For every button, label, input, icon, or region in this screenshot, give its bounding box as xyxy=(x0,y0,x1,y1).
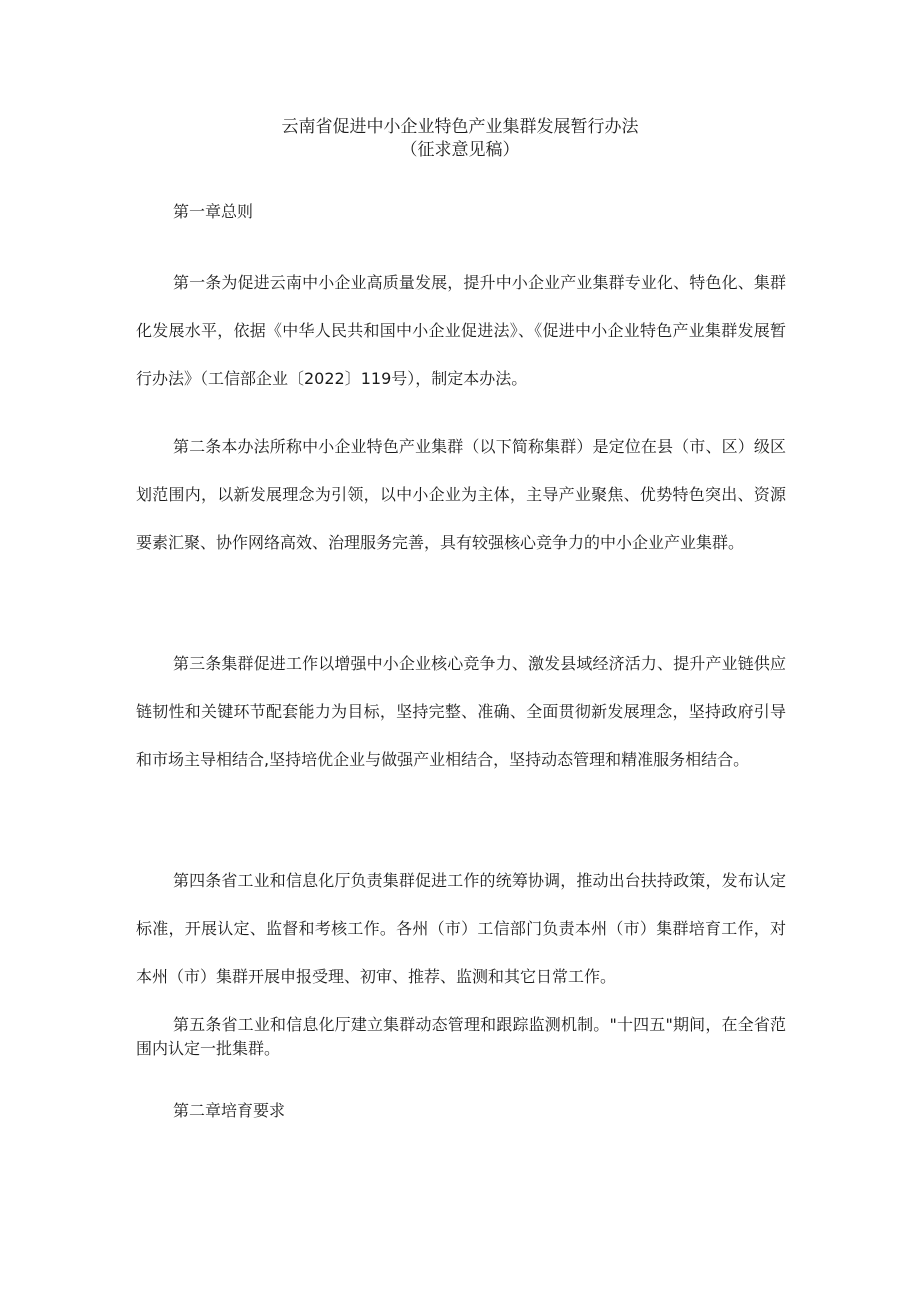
article-5: 第五条省工业和信息化厅建立集群动态管理和跟踪监测机制。"十四五"期间，在全省范围内认定一批集群。 xyxy=(136,1015,786,1058)
chapter-heading-2: 第二章培育要求 xyxy=(173,1101,286,1120)
article-3: 第三条集群促进工作以增强中小企业核心竞争力、激发县域经济活力、提升产业链供应链韧性和关键环节配套能力为目标，坚持完整、准确、全面贯彻新发展理念，坚持政府引导和市场主导相结合,坚持培优企业与做强产业相结合，坚持动态管理和精准服务相结合。 xyxy=(136,654,786,769)
article-4: 第四条省工业和信息化厅负责集群促进工作的统筹协调，推动出台扶持政策，发布认定标准，开展认定、监督和考核工作。各州（市）工信部门负责本州（市）集群培育工作，对本州（市）集群开展申报受理、初审、推荐、监测和其它日常工作。 xyxy=(136,871,786,986)
document-title: 云南省促进中小企业特色产业集群发展暂行办法 xyxy=(281,117,639,137)
article-1: 第一条为促进云南中小企业高质量发展，提升中小企业产业集群专业化、特色化、集群化发展水平，依据《中华人民共和国中小企业促进法》、《促进中小企业特色产业集群发展暂行办法》（工信部企业〔2022〕119号），制定本办法。 xyxy=(136,273,786,388)
chapter-heading-1: 第一章总则 xyxy=(173,202,254,221)
article-2: 第二条本办法所称中小企业特色产业集群（以下简称集群）是定位在县（市、区）级区划范围内，以新发展理念为引领，以中小企业为主体，主导产业聚焦、优势特色突出、资源要素汇聚、协作网络高效、治理服务完善，具有较强核心竞争力的中小企业产业集群。 xyxy=(136,437,786,552)
document-subtitle: （征求意见稿） xyxy=(400,140,520,160)
